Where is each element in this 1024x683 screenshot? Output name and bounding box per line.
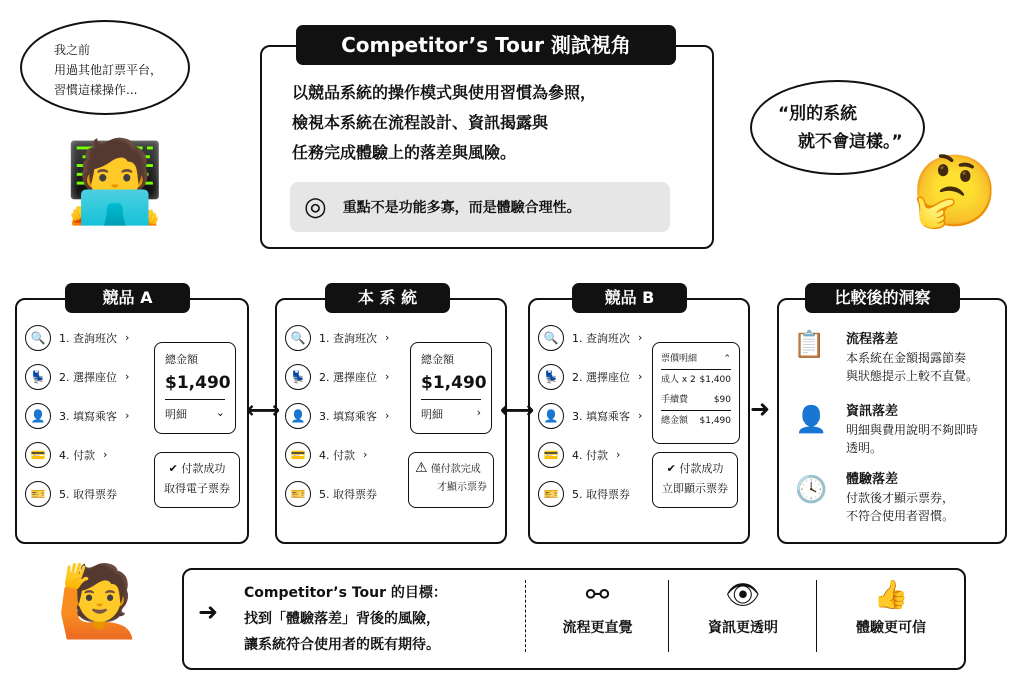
success-label: 付款成功 [679,462,724,475]
divider [525,580,526,652]
benefit-flow [535,578,660,637]
step-item[interactable] [285,435,405,474]
step-label: 5. 取得票券 [572,487,630,501]
step-item[interactable] [538,357,658,396]
fee-value: $90 [713,395,731,405]
step-icon: 👤 [285,403,311,429]
step-label: 1. 查詢班次 [572,331,630,345]
bubble-line: 我之前 [54,43,91,57]
success-note: 立即顯示票券 [662,482,728,495]
chevron-right-icon: › [616,448,621,461]
success-card [652,452,738,508]
chevron-right-icon: › [638,409,643,422]
success-note: 取得電子票券 [164,482,230,495]
speech-bubble-right [750,80,925,175]
panel-title: 比較後的洞察 [805,283,960,313]
check-icon: ✔ [168,462,178,475]
step-label: 1. 查詢班次 [319,331,377,345]
step-item[interactable] [25,435,155,474]
user-illustration-idea: 🙋 [56,560,144,642]
step-icon: 💺 [25,364,51,390]
step-list [538,318,658,513]
goal-line: 找到「體驗落差」背後的風險， [244,611,440,627]
insight-title: 資訊落差 [846,404,899,419]
goal-text [244,580,447,658]
bubble-line: 就不會這樣。” [798,132,903,152]
intro-line: 任務完成體驗上的落差與風險。 [292,143,517,162]
step-item[interactable] [538,396,658,435]
warning-card [408,452,494,508]
step-item[interactable] [25,318,155,357]
chevron-right-icon: › [385,331,390,344]
step-icon: 💳 [538,442,564,468]
double-arrow-icon: ⟷ [500,396,535,424]
panel-title: 競品 A [65,283,190,313]
panel-title: 本 系 統 [325,283,450,313]
step-item[interactable] [538,474,658,513]
check-icon: ✔ [666,462,676,475]
total-label: 總金額 [165,353,198,366]
step-item[interactable] [285,357,405,396]
step-item[interactable] [25,474,155,513]
step-list [285,318,405,513]
focus-banner [290,182,670,232]
benefit-trust [826,578,956,637]
step-label: 4. 付款 [59,448,95,462]
step-icon: 👤 [538,403,564,429]
chevron-right-icon: › [125,331,130,344]
step-item[interactable] [538,318,658,357]
flow-chart-icon: ⚯ [585,578,610,611]
arrow-right-icon: ➜ [198,598,219,626]
step-label: 3. 填寫乘客 [59,409,117,423]
step-icon: 🎫 [25,481,51,507]
total-amount: $1,490 [165,373,225,400]
bubble-line: “別的系統 [778,104,858,124]
insight-item [846,402,978,457]
step-icon: 👤 [25,403,51,429]
insight-desc: 不符合使用者習慣。 [846,509,955,523]
double-arrow-icon: ⟷ [246,396,281,424]
detail-toggle[interactable] [165,406,225,422]
eye-icon: 👁 [725,578,761,611]
thumbs-up-icon: 👍 [873,578,909,611]
goal-line: 讓系統符合使用者的既有期待。 [244,637,440,653]
step-icon: 🔍 [285,325,311,351]
step-icon: 🔍 [538,325,564,351]
step-label: 5. 取得票券 [59,487,117,501]
step-item[interactable] [25,396,155,435]
divider [668,580,669,652]
warning-note: 才顯示票券 [437,482,487,493]
benefit-label: 流程更直覺 [562,620,633,636]
insight-desc: 與狀態提示上較不直覺。 [846,369,979,383]
goal-line: Competitor’s Tour 的目標： [244,585,447,601]
arrow-right-icon: ➜ [750,395,771,423]
insight-desc: 明細與費用說明不夠即時 [846,423,979,437]
chevron-right-icon: › [638,331,643,344]
step-icon: 🎫 [285,481,311,507]
user-illustration-thinking: 🤔 [911,150,999,232]
step-label: 2. 選擇座位 [59,370,117,384]
total-amount: $1,490 [421,373,481,400]
intro-line: 以競品系統的操作模式與使用習慣為參照， [292,83,597,102]
insight-title: 體驗落差 [846,472,899,487]
divider [816,580,817,652]
chevron-right-icon: › [476,406,481,419]
panel-title: 競品 B [572,283,687,313]
chevron-right-icon: › [385,370,390,383]
fee-label: 成人 x 2 [661,375,696,385]
chevron-up-icon[interactable]: ⌃ [723,354,731,364]
thought-bubble-left [20,20,190,115]
total-card [154,342,236,434]
total-label: 總金額 [421,353,454,366]
insight-title: 流程落差 [846,332,899,347]
step-label: 2. 選擇座位 [572,370,630,384]
step-label: 3. 填寫乘客 [572,409,630,423]
detail-toggle[interactable] [421,406,481,422]
step-icon: 💳 [285,442,311,468]
bubble-line: 用過其他訂票平台， [54,63,163,77]
focus-text: 重點不是功能多寡，而是體驗合理性。 [342,200,581,216]
page-title: Competitor’s Tour 測試視角 [296,25,676,65]
fee-value: $1,400 [699,375,731,385]
step-list [25,318,155,513]
insight-item [846,330,978,385]
chevron-right-icon: › [125,370,130,383]
benefit-label: 體驗更可信 [856,620,926,636]
step-label: 2. 選擇座位 [319,370,377,384]
step-item[interactable] [285,318,405,357]
chevron-right-icon: › [103,448,108,461]
detail-label: 明細 [165,408,187,421]
step-item[interactable] [25,357,155,396]
chevron-right-icon: › [638,370,643,383]
step-item[interactable] [285,396,405,435]
step-label: 4. 付款 [319,448,355,462]
warning-icon: ⚠ [415,460,428,476]
insight-desc: 透明。 [846,441,883,455]
step-label: 5. 取得票券 [319,487,377,501]
flow-check-icon: 📋 [793,330,826,360]
fee-label: 總金額 [661,416,689,426]
success-label: 付款成功 [181,462,226,475]
target-icon: ◎ [304,192,327,222]
step-icon: 🎫 [538,481,564,507]
benefit-label: 資訊更透明 [708,620,778,636]
step-item[interactable] [538,435,658,474]
intro-line: 檢視本系統在流程設計、資訊揭露與 [292,113,549,132]
step-label: 3. 填寫乘客 [319,409,377,423]
total-card [410,342,492,434]
intro-text [292,78,596,168]
insight-desc: 本系統在金額揭露節奏 [846,351,967,365]
fee-value: $1,490 [699,416,731,426]
success-card [154,452,240,508]
step-icon: 🔍 [25,325,51,351]
fee-label: 手續費 [661,395,689,405]
insight-desc: 付款後才顯示票券， [846,491,955,505]
detail-title: 票價明細 [661,354,698,364]
price-detail-card [652,342,740,444]
clock-icon: 🕓 [795,475,828,505]
chevron-right-icon: › [125,409,130,422]
benefit-info [678,578,808,637]
person-icon: 👤 [795,405,828,435]
detail-label: 明細 [421,408,443,421]
insight-item [846,470,954,525]
step-item[interactable] [285,474,405,513]
step-icon: 💳 [25,442,51,468]
chevron-right-icon: › [363,448,368,461]
bubble-line: 習慣這樣操作... [54,83,138,97]
user-illustration-phone: 🧑‍💻 [65,135,165,228]
step-label: 1. 查詢班次 [59,331,117,345]
step-icon: 💺 [285,364,311,390]
step-label: 4. 付款 [572,448,608,462]
chevron-right-icon: › [385,409,390,422]
chevron-down-icon: ⌄ [215,406,225,419]
warning-label: 僅付款完成 [430,464,481,475]
step-icon: 💺 [538,364,564,390]
